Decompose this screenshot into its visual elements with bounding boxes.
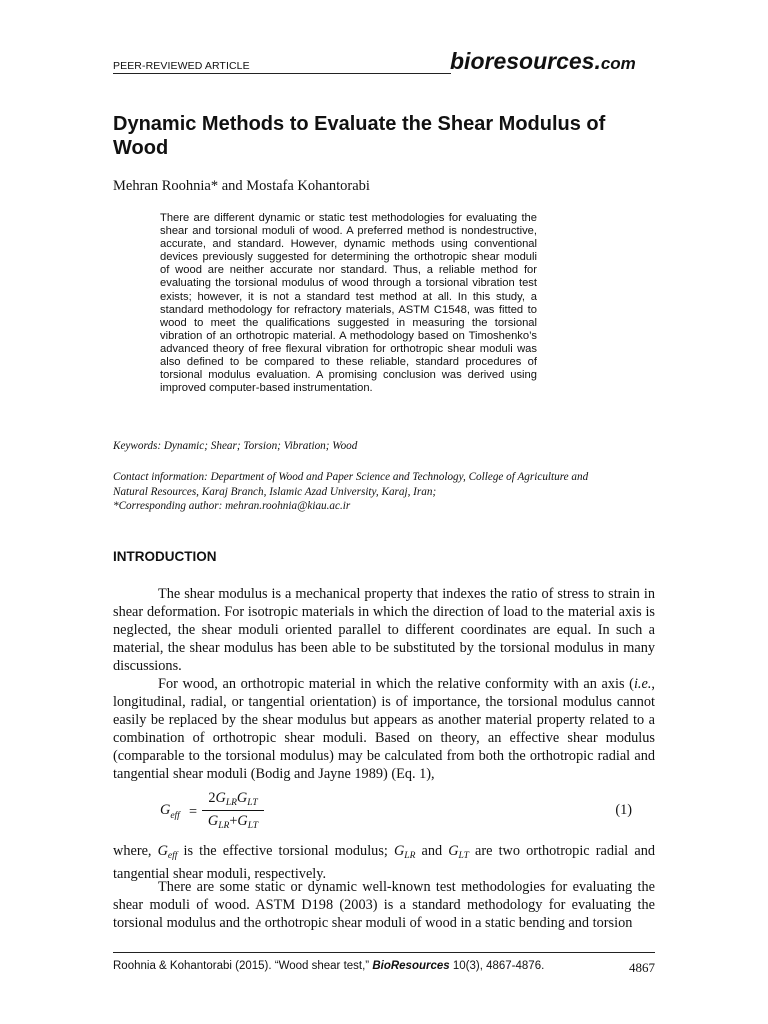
article-type-label: PEER-REVIEWED ARTICLE (113, 60, 250, 72)
footer-journal-name: BioResources (372, 960, 450, 972)
paragraph-2 (113, 675, 655, 783)
keywords: Keywords: Dynamic; Shear; Torsion; Vibration; Wood (113, 440, 358, 452)
brand-suffix: com (600, 54, 636, 73)
fraction-bar (202, 810, 264, 811)
p3-text: is the effective torsional modulus; (177, 843, 394, 859)
equation-number: (1) (615, 802, 632, 818)
paragraph-2-text-b: , longitudinal, radial, or tangential orientation) is of importance, the torsional modulus cannot easily be replaced by the shear modulus but appears as another material property related to a combination of orthotropic shear moduli. Based on theory, an effective shear modulus (comparable to the torsional modulus) may be calculated from both the orthotropic radial and tangential shear moduli (Bodig and Jayne 1989) (Eq. 1), (113, 676, 655, 782)
equation-denominator (200, 813, 266, 831)
eq-g: G (236, 790, 248, 806)
eq-g: G (393, 843, 405, 859)
contact-line-2: Natural Resources, Karaj Branch, Islamic Azad University, Karaj, Iran; (113, 485, 437, 498)
eq-plus: + (229, 813, 238, 829)
eq-coef: 2 (208, 790, 216, 806)
eq-sub: LT (247, 798, 258, 808)
eq-g: G (160, 802, 171, 818)
eq-sub: LR (225, 798, 237, 808)
page-footer (113, 960, 655, 975)
eq-g: G (237, 813, 248, 829)
brand-main: bioresources. (450, 48, 601, 74)
eq-sub: LT (247, 821, 259, 831)
eq-sub: eff (167, 851, 178, 861)
eq-sub-eff: eff (170, 811, 180, 821)
eq-g: G (157, 843, 168, 859)
footer-citation-a: Roohnia & Kohantorabi (2015). “Wood shear test,” (113, 960, 373, 972)
abstract: There are different dynamic or static test methodologies for evaluating the shear and torsional moduli of wood. A preferred method is nondestructive, accurate, and standard. However, dynamic methods using conventional devices previously suggested for determining the orthotropic shear moduli of wood are neither accurate nor standard. Thus, a reliable method for evaluating the torsional modulus of wood through a torsional vibration test exists; however, it is not a standard test method at all. In this study, a standard methodology for refractory materials, ASTM C1548, was fitted to wood to meet the qualifications suggested in measuring the torsional vibration of an orthotropic material. A methodology based on Timoshenko’s advanced theory of free flexural vibration for orthotropic shear moduli was also defined to be compared to these reliable, standard procedures of torsional modulus evaluation. A promising conclusion was derived using improved computer-based instrumentation. (160, 212, 537, 395)
paper-title: Dynamic Methods to Evaluate the Shear Modulus of Wood (113, 113, 606, 159)
eq-g: G (207, 813, 219, 829)
equation-equals: = (189, 804, 198, 820)
equation-lhs (160, 802, 180, 819)
footer-citation-b: 10(3), 4867-4876. (449, 960, 545, 972)
equation-1 (160, 790, 660, 834)
journal-brand (450, 48, 636, 75)
author-list: Mehran Roohnia* and Mostafa Kohantorabi (113, 178, 370, 194)
footer-rule (113, 952, 655, 953)
eq-g: G (448, 843, 459, 859)
paragraph-1: The shear modulus is a mechanical property that indexes the ratio of stress to strain in shear deformation. For isotropic materials in which the direction of load to the material axis is neglected, the shear moduli oriented parallel to different coordinates are equal. In such a material, the shear modulus has been able to be substituted by the torsional modulus in many discussions. (113, 586, 655, 674)
paragraph-4: There are some static or dynamic well-known test methodologies for evaluating the shear moduli of wood. ASTM D198 (2003) is a standard methodology for evaluating the torsional modulus and the orthotropic shear moduli of wood in a static bending and torsion (113, 879, 655, 931)
ie-abbrev: i.e. (633, 676, 652, 692)
contact-line-1: Contact information: Department of Wood and Paper Science and Technology, College of Agriculture and (113, 471, 589, 483)
eq-g: G (215, 790, 226, 806)
p3-text: and (415, 843, 449, 859)
p3-text: where, (113, 843, 158, 859)
page-number: 4867 (629, 960, 655, 975)
contact-information (113, 470, 673, 514)
equation-numerator (202, 790, 264, 808)
corresponding-author: *Corresponding author: mehran.roohnia@kiau.ac.ir (113, 500, 351, 512)
paragraph-2-text-a: For wood, an orthotropic material in which the relative conformity with an axis ( (158, 676, 634, 692)
eq-sub: LR (218, 821, 230, 831)
section-heading-introduction: INTRODUCTION (113, 549, 217, 564)
eq-sub: LR (404, 851, 416, 861)
paragraph-3 (113, 842, 655, 883)
header-rule (113, 73, 451, 74)
eq-sub: LT (458, 851, 469, 861)
p3-text: are two orthotropic radial and tangential shear moduli, respectively. (113, 843, 655, 882)
